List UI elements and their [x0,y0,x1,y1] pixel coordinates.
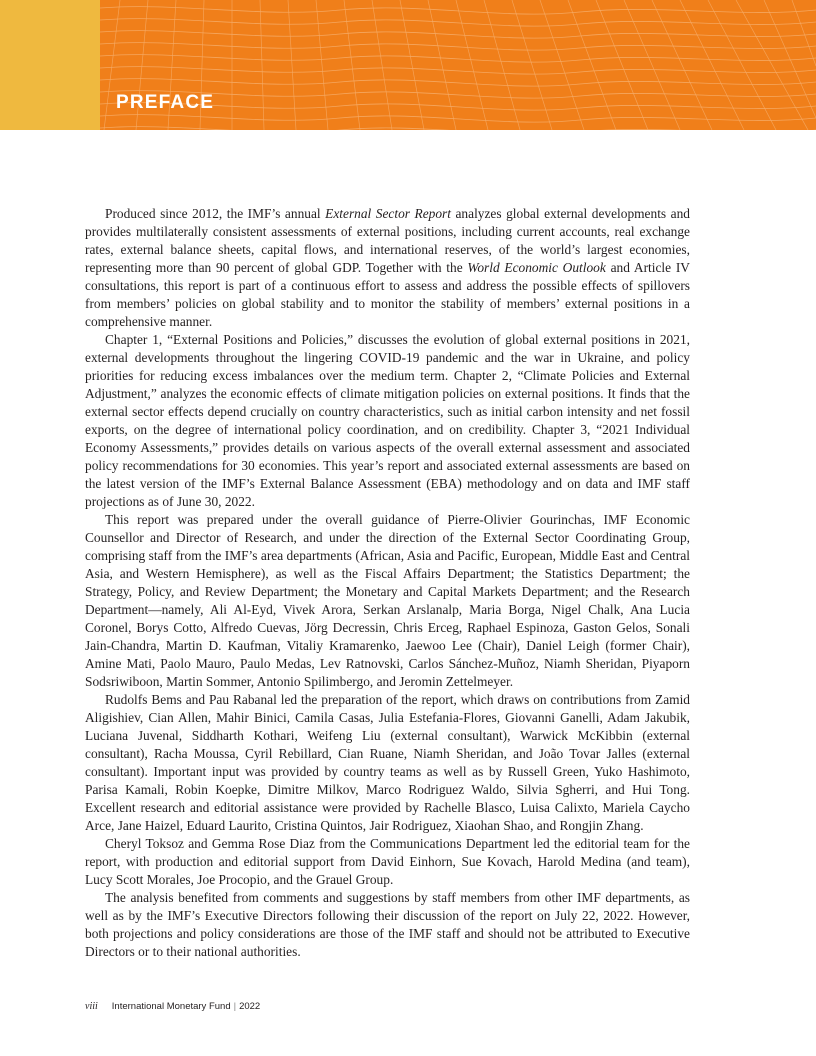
paragraph-4: Rudolfs Bems and Pau Rabanal led the preparation of the report, which draws on contributions from Zamid Aligishiev, Cian Allen, Mahir Binici, Camila Casas, Julia Estefania-Flores, Giovanni Ganelli, Adam Jakubik, Luciana Juvenal, Siddharth Kothari, Weifeng Liu (external consultant), Warwick McKibbin (external consultant), Racha Moussa, Cyril Rebillard, Cian Ruane, Niamh Sheridan, and João Tovar Jalles (external consultant). Important input was provided by country teams as well as by Russell Green, Yuko Hashimoto, Parisa Kamali, Robin Koepke, Dimitre Milkov, Marco Rodriguez Waldo, Silvia Sgherri, and Hui Tong. Excellent research and editorial assistance were provided by Rachelle Blasco, Luisa Calixto, Mariela Caycho Arce, Jane Haizel, Eduard Laurito, Cristina Quintos, Jair Rodriguez, Xiaohan Shao, and Rongjin Zhang. [85,692,690,833]
paragraph-6: The analysis benefited from comments and suggestions by staff members from other IMF departments, as well as by the IMF’s Executive Directors following their discussion of the report on July 22, 2022. However, both projections and policy considerations are those of the IMF staff and should not be attributed to Executive Directors or to their national authorities. [85,890,690,959]
paragraph-1-part-c: and Article IV consultations, this report is part of a continuous effort to assess and address the possible effects of spillovers from members’ policies on global stability and to monitor the stability of members’ external positions in a comprehensive manner. [85,260,690,329]
paragraph-2: Chapter 1, “External Positions and Policies,” discusses the evolution of global external positions in 2021, external developments throughout the lingering COVID-19 pandemic and the war in Ukraine, and policy priorities for reducing excess imbalances over the medium term. Chapter 2, “Climate Policies and External Adjustment,” analyzes the economic effects of climate mitigation policies on external positions. It finds that the external sector effects depend crucially on country characteristics, such as initial carbon intensity and net fossil exports, on the degree of international policy coordination, and on credibility. Chapter 3, “2021 Individual Economy Assessments,” provides details on various aspects of the overall external assessment and associated policy recommendations for 30 economies. This year’s report and associated external assessments are based on the latest version of the IMF’s External Balance Assessment (EBA) methodology and on data and IMF staff projections as of June 30, 2022. [85,332,690,509]
title-world-economic-outlook: World Economic Outlook [467,260,606,275]
footer-publisher: International Monetary Fund [111,1001,231,1012]
paragraph-1-part-b: analyzes global external developments and provides multilaterally consistent assessments of external positions, including current accounts, real exchange rates, external balance sheets, capital flows, and international reserves, of the world’s largest economies, representing more than 90 percent of global GDP. Together with the [85,206,690,275]
footer-separator: | [233,1001,237,1012]
paragraph-1-part-a: Produced since 2012, the IMF’s annual [105,206,326,221]
paragraph-3: This report was prepared under the overall guidance of Pierre-Olivier Gourinchas, IMF Economic Counsellor and Director of Research, and under the direction of the External Sector Coordinating Group, comprising staff from the IMF’s area departments (African, Asia and Pacific, European, Middle East and Central Asia, and Western Hemisphere), as well as the Fiscal Affairs Department; the Statistics Department; the Strategy, Policy, and Review Department; the Monetary and Capital Markets Department; and the Research Department—namely, Ali Al-Eyd, Vivek Arora, Serkan Arslanalp, Maria Borga, Nigel Chalk, Ana Lucia Coronel, Borys Cotto, Alfredo Cuevas, Jörg Decressin, Chris Erceg, Raphael Espinoza, Gaston Gelos, Sonali Jain-Chandra, Martin D. Kaufman, Vitaliy Kramarenko, Jaewoo Lee (Chair), Daniel Leigh (former Chair), Amine Mati, Paolo Mauro, Paulo Medas, Lev Ratnovski, Carlos Sánchez-Muñoz, Niamh Sheridan, Piyaporn Sodsriwiboon, Martin Sommer, Antonio Spilimbergo, and Jeromin Zettelmeyer. [85,512,690,689]
page-footer [85,1001,725,1012]
paragraph-5: Cheryl Toksoz and Gemma Rose Diaz from the Communications Department led the editorial team for the report, with production and editorial support from David Einhorn, Sue Kovach, Harold Medina (and team), Lucy Scott Morales, Joe Procopio, and the Grauel Group. [85,836,690,887]
page-title: PREFACE [116,92,215,113]
page-header-banner [0,0,816,130]
footer-publisher-line [112,1001,260,1012]
footer-page-number: viii [85,1001,98,1012]
preface-body [85,205,690,961]
footer-year: 2022 [239,1001,261,1012]
title-external-sector-report: External Sector Report [325,206,451,221]
banner-left-block [0,0,100,130]
paragraph-1 [85,205,690,331]
